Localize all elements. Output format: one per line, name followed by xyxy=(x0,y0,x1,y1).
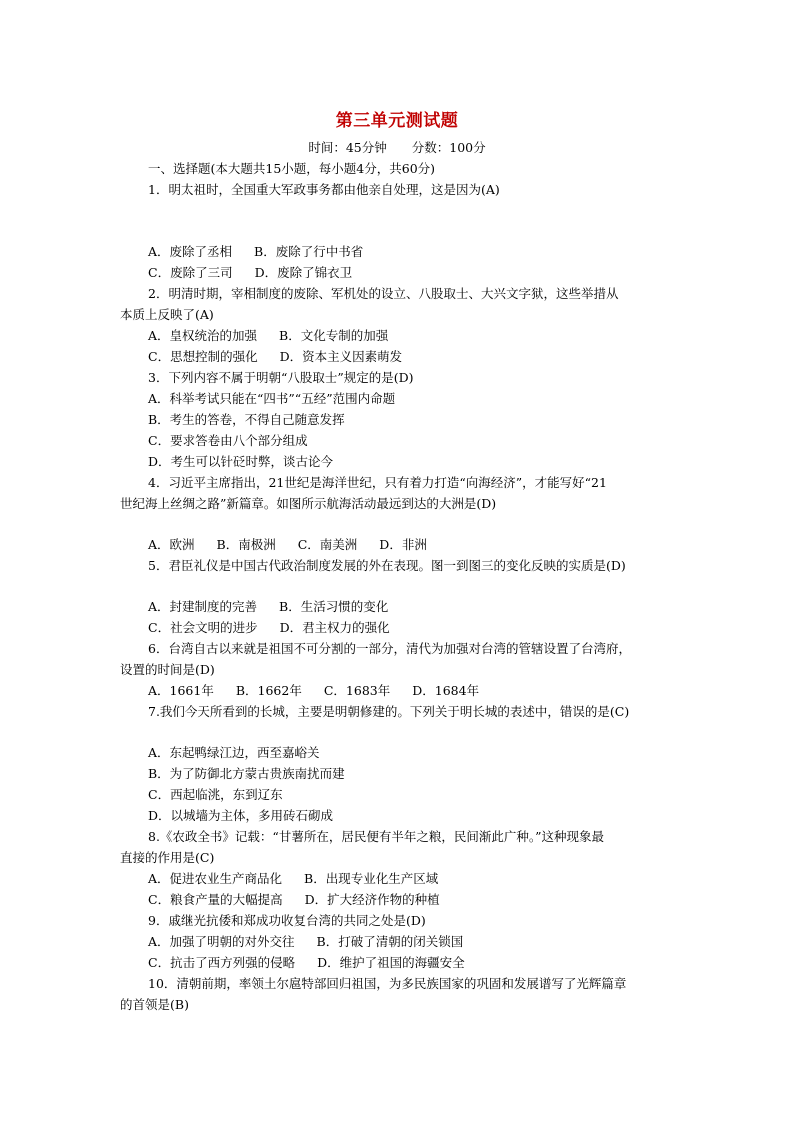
question-4-stem-line-1: 4．习近平主席指出，21世纪是海洋世纪，只有着力打造“向海经济”，才能写好“21 xyxy=(148,475,607,490)
question-1-options-row-2 xyxy=(148,263,352,283)
question-1-stem: 1．明太祖时，全国重大军政事务都由他亲自处理，这是因为(A) xyxy=(148,182,500,197)
question-1-options-row-1 xyxy=(148,242,363,262)
question-8-stem-line-1: 8.《农政全书》记载：“甘薯所在，居民便有半年之粮，民间渐此广种。”这种现象最 xyxy=(148,829,604,844)
question-5-option-d: D．君主权力的强化 xyxy=(279,620,390,635)
question-2-stem-line-2: 本质上反映了(A) xyxy=(120,307,214,322)
question-2-option-b: B．文化专制的加强 xyxy=(279,328,389,343)
question-6-stem-line-1: 6．台湾自古以来就是祖国不可分割的一部分，清代为加强对台湾的管辖设置了台湾府， xyxy=(148,641,631,656)
question-4-option-b: B．南极洲 xyxy=(216,537,276,552)
question-3-option-c: C．要求答卷由八个部分组成 xyxy=(148,433,308,448)
question-6-option-d: D．1684年 xyxy=(412,683,480,698)
question-9-option-d: D．维护了祖国的海疆安全 xyxy=(317,955,465,970)
question-4-stem-line-2: 世纪海上丝绸之路”新篇章。如图所示航海活动最远到达的大洲是(D) xyxy=(120,496,497,511)
question-5-options-row-1 xyxy=(148,597,388,617)
question-7-option-d: D．以城墙为主体，多用砖石砌成 xyxy=(148,808,334,823)
question-7-option-c: C．西起临洮，东到辽东 xyxy=(148,787,283,802)
question-2-options-row-1 xyxy=(148,326,388,346)
question-9-option-a: A．加强了明朝的对外交往 xyxy=(148,934,295,949)
question-7-stem: 7.我们今天所看到的长城，主要是明朝修建的。下列关于明长城的表述中，错误的是(C) xyxy=(148,704,630,719)
question-6-option-c: C．1683年 xyxy=(323,683,391,698)
question-5-stem: 5．君臣礼仪是中国古代政治制度发展的外在表现。图一到图三的变化反映的实质是(D) xyxy=(148,558,626,573)
page-title: 第三单元测试题 xyxy=(335,111,459,131)
question-8-option-a: A．促进农业生产商品化 xyxy=(148,871,283,886)
question-1-option-b: B．废除了行中书省 xyxy=(254,244,364,259)
question-1-option-c: C．废除了三司 xyxy=(148,265,233,280)
question-8-stem-line-2: 直接的作用是(C) xyxy=(120,850,215,865)
question-9-options-row-2 xyxy=(148,953,465,973)
question-4-option-c: C．南美洲 xyxy=(297,537,358,552)
question-4-options-row xyxy=(148,535,427,555)
question-3-option-a: A．科举考试只能在“四书”“五经”范围内命题 xyxy=(148,391,396,406)
question-3-option-d: D．考生可以针砭时弊，谈古论今 xyxy=(148,454,334,469)
question-9-stem: 9．戚继光抗倭和郑成功收复台湾的共同之处是(D) xyxy=(148,913,426,928)
question-10-stem-line-1: 10．清朝前期，率领土尔扈特部回归祖国，为多民族国家的巩固和发展谱写了光辉篇章 xyxy=(148,976,627,991)
question-9-option-b: B．打破了清朝的闭关锁国 xyxy=(316,934,464,949)
question-6-option-b: B．1662年 xyxy=(235,683,302,698)
question-8-option-d: D．扩大经济作物的种植 xyxy=(304,892,440,907)
question-1-option-a: A．废除了丞相 xyxy=(148,244,233,259)
question-7-option-b: B．为了防御北方蒙古贵族南扰而建 xyxy=(148,766,345,781)
question-8-option-b: B．出现专业化生产区域 xyxy=(304,871,439,886)
question-5-option-b: B．生活习惯的变化 xyxy=(279,599,389,614)
question-4-option-a: A．欧洲 xyxy=(148,537,195,552)
question-2-option-c: C．思想控制的强化 xyxy=(148,349,258,364)
question-2-stem-line-1: 2．明清时期，宰相制度的废除、军机处的设立、八股取士、大兴文字狱，这些举措从 xyxy=(148,286,619,301)
question-5-option-a: A．封建制度的完善 xyxy=(148,599,258,614)
question-2-options-row-2 xyxy=(148,347,402,367)
question-6-stem-line-2: 设置的时间是(D) xyxy=(120,662,215,677)
question-4-option-d: D．非洲 xyxy=(379,537,427,552)
exam-meta: 时间：45分钟 分数：100分 xyxy=(308,140,486,155)
question-2-option-a: A．皇权统治的加强 xyxy=(148,328,258,343)
question-3-option-b: B．考生的答卷，不得自己随意发挥 xyxy=(148,412,345,427)
question-8-options-row-1 xyxy=(148,869,438,889)
section-heading: 一、选择题(本大题共15小题，每小题4分，共60分) xyxy=(148,161,436,176)
question-9-options-row-1 xyxy=(148,932,463,952)
question-3-stem: 3．下列内容不属于明朝“八股取士”规定的是(D) xyxy=(148,370,414,385)
question-10-stem-line-2: 的首领是(B) xyxy=(120,997,189,1012)
question-8-option-c: C．粮食产量的大幅提高 xyxy=(148,892,283,907)
question-5-option-c: C．社会文明的进步 xyxy=(148,620,258,635)
question-1-option-d: D．废除了锦衣卫 xyxy=(254,265,353,280)
question-5-options-row-2 xyxy=(148,618,390,638)
question-6-option-a: A．1661年 xyxy=(148,683,214,698)
question-8-options-row-2 xyxy=(148,890,440,910)
question-2-option-d: D．资本主义因素萌发 xyxy=(279,349,403,364)
question-7-option-a: A．东起鸭绿江边，西至嘉峪关 xyxy=(148,745,320,760)
question-9-option-c: C．抗击了西方列强的侵略 xyxy=(148,955,296,970)
question-6-options-row xyxy=(148,681,479,701)
